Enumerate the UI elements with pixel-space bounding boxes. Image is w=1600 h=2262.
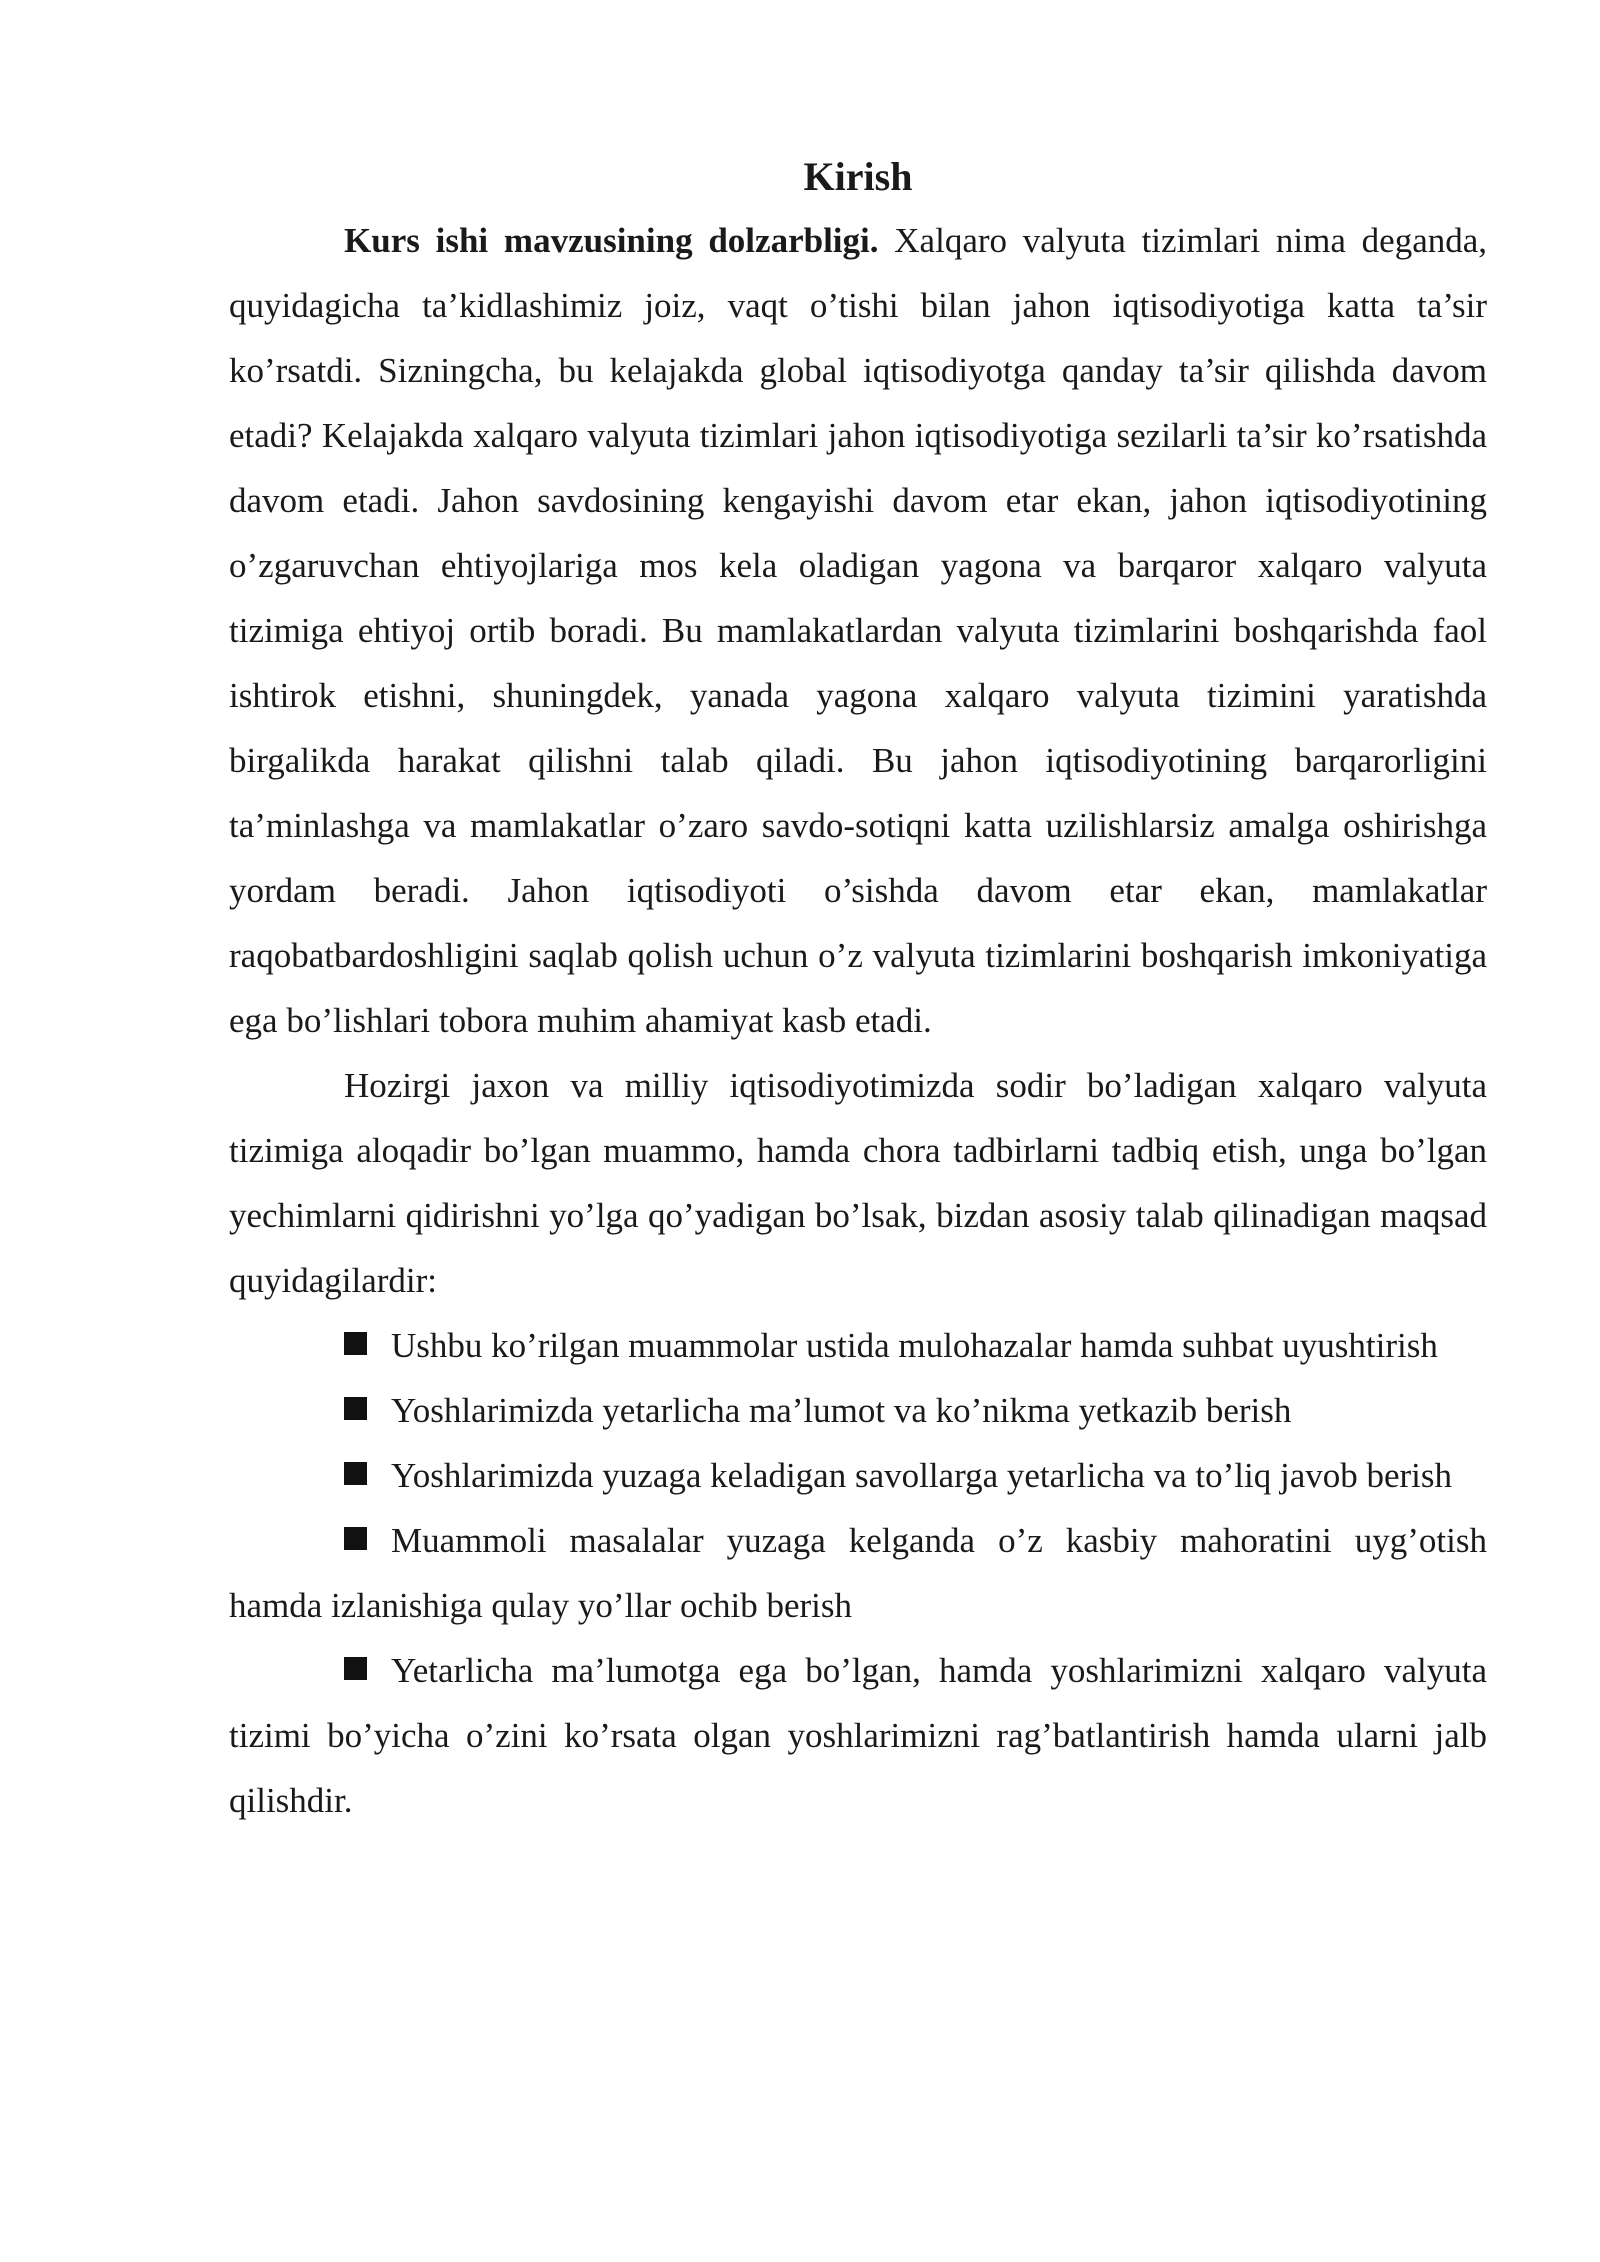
list-item-text: Yoshlarimizda yetarlicha ma’lumot va ko’nikma yetkazib berish [391,1391,1292,1430]
document-body [229,146,1487,1833]
list-item-text: Muammoli masalalar yuzaga kelganda o’z kasbiy mahoratini uyg’otish hamda izlanishiga qulay yo’llar ochib berish [229,1521,1487,1625]
black-square-bullet-icon [344,1332,367,1355]
list-item [229,1313,1487,1378]
list-item-text: Yetarlicha ma’lumotga ega bo’lgan, hamda yoshlarimizni xalqaro valyuta tizimi bo’yicha o’zini ko’rsata olgan yoshlarimizni rag’batlantirish hamda ularni jalb qilishdir. [229,1651,1487,1820]
list-item [229,1378,1487,1443]
list-item [229,1443,1487,1508]
list-item-text: Ushbu ko’rilgan muammolar ustida mulohazalar hamda suhbat uyushtirish [391,1326,1438,1365]
list-item-text: Yoshlarimizda yuzaga keladigan savollarga yetarlicha va to’liq javob berish [391,1456,1453,1495]
intro-paragraph [229,208,1487,1053]
black-square-bullet-icon [344,1462,367,1485]
list-item [229,1638,1487,1833]
intro-lead-heading: Kurs ishi mavzusining dolzarbligi. [344,221,879,260]
page-title: Kirish [803,154,913,199]
intro-text: Xalqaro valyuta tizimlari nima deganda, quyidagicha ta’kidlashimiz joiz, vaqt o’tishi bilan jahon iqtisodiyotiga katta ta’sir ko’rsatdi. Sizningcha, bu kelajakda global iqtisodiyotga qanday ta’sir qilishda davom etadi? Kelajakda xalqaro valyuta tizimlari jahon iqtisodiyotiga sezilarli ta’sir ko’rsatishda davom etadi. Jahon savdosining kengayishi davom etar ekan, jahon iqtisodiyotining o’zgaruvchan ehtiyojlariga mos kela oladigan yagona va barqaror xalqaro valyuta tizimiga ehtiyoj ortib boradi. Bu mamlakatlardan valyuta tizimlarini boshqarishda faol ishtirok etishni, shuningdek, yanada yagona xalqaro valyuta tizimini yaratishda birgalikda harakat qilishni talab qiladi. Bu jahon iqtisodiyotining barqarorligini ta’minlashga va mamlakatlar o’zaro savdo-sotiqni katta uzilishlarsiz amalga oshirishga yordam beradi. Jahon iqtisodiyoti o’sishda davom etar ekan, mamlakatlar raqobatbardoshligini saqlab qolish uchun o’z valyuta tizimlarini boshqarish imkoniyatiga ega bo’lishlari tobora muhim ahamiyat kasb etadi. [229,221,1488,1040]
black-square-bullet-icon [344,1397,367,1420]
list-item [229,1508,1487,1638]
goals-paragraph: Hozirgi jaxon va milliy iqtisodiyotimizda sodir bo’ladigan xalqaro valyuta tizimiga aloqadir bo’lgan muammo, hamda chora tadbirlarni tadbiq etish, unga bo’lgan yechimlarni qidirishni yo’lga qo’yadigan bo’lsak, bizdan asosiy talab qilinadigan maqsad quyidagilardir: [229,1066,1487,1300]
black-square-bullet-icon [344,1527,367,1550]
black-square-bullet-icon [344,1657,367,1680]
